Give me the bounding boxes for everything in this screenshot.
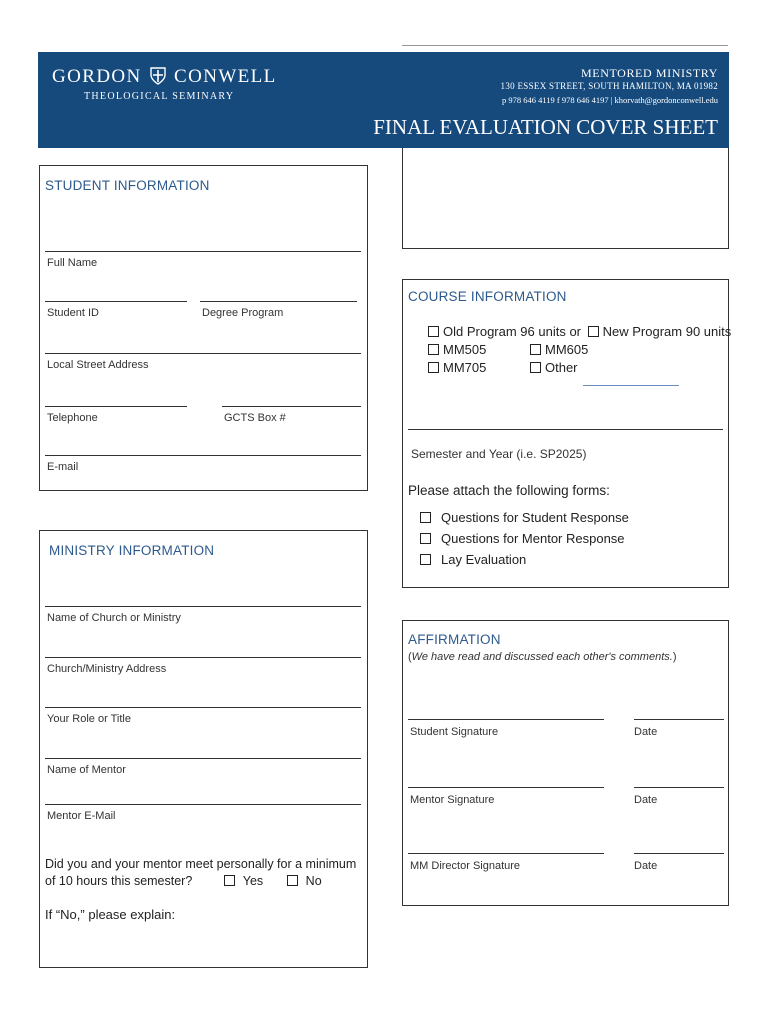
email-line[interactable] (45, 455, 361, 456)
form-item (420, 531, 625, 546)
street-address-label: Local Street Address (47, 359, 149, 371)
student-id-label: Student ID (47, 307, 99, 319)
church-address-line[interactable] (45, 657, 361, 658)
mentor-date-line[interactable] (634, 787, 724, 788)
old-program-label: Old Program 96 units or (443, 324, 582, 339)
student-id-line[interactable] (45, 301, 187, 302)
other-label: Other (545, 360, 578, 375)
other-input-line[interactable] (583, 385, 679, 386)
form-item-label: Lay Evaluation (441, 552, 527, 567)
full-name-line[interactable] (45, 251, 361, 252)
street-address-line[interactable] (45, 353, 361, 354)
full-name-label: Full Name (47, 257, 98, 269)
degree-program-line[interactable] (200, 301, 357, 302)
role-line[interactable] (45, 707, 361, 708)
logo-text-left: GORDON (52, 66, 142, 87)
director-signature-label: MM Director Signature (410, 860, 521, 872)
church-name-label: Name of Church or Ministry (47, 612, 181, 624)
mentor-email-line[interactable] (45, 804, 361, 805)
mm705-checkbox[interactable] (428, 362, 439, 373)
affirmation-title: AFFIRMATION (408, 632, 501, 647)
course-mm505 (428, 342, 486, 357)
semester-label: Semester and Year (i.e. SP2025) (411, 447, 587, 461)
new-program-label: New Program 90 units (602, 324, 732, 339)
mentor-signature-line[interactable] (408, 787, 604, 788)
no-label: No (305, 874, 322, 888)
mm505-checkbox[interactable] (428, 344, 439, 355)
director-date-line[interactable] (634, 853, 724, 854)
ministry-info-title: MINISTRY INFORMATION (49, 543, 215, 558)
mentor-date-label: Date (634, 794, 658, 806)
explain-label: If “No,” please explain: (45, 907, 176, 922)
mentor-email-label: Mentor E-Mail (47, 810, 116, 822)
other-checkbox[interactable] (530, 362, 541, 373)
student-info-title: STUDENT INFORMATION (45, 178, 210, 193)
meeting-question-line2: of 10 hours this semester? (45, 874, 193, 888)
form-item (420, 510, 629, 525)
department-name: MENTORED MINISTRY (581, 66, 718, 80)
notes-box (402, 148, 729, 249)
semester-line[interactable] (408, 429, 723, 430)
top-rule (402, 45, 728, 46)
meeting-question-cont (45, 874, 322, 888)
gcts-box-label: GCTS Box # (224, 412, 286, 424)
director-signature-line[interactable] (408, 853, 604, 854)
mm705-label: MM705 (443, 360, 487, 375)
degree-program-label: Degree Program (202, 307, 284, 319)
mentor-name-label: Name of Mentor (47, 764, 126, 776)
church-address-label: Church/Ministry Address (47, 663, 167, 675)
new-program-checkbox[interactable] (588, 326, 599, 337)
lay-evaluation-checkbox[interactable] (420, 554, 431, 565)
mentor-response-checkbox[interactable] (420, 533, 431, 544)
form-item-label: Questions for Mentor Response (441, 531, 625, 546)
mm605-label: MM605 (545, 342, 589, 357)
director-date-label: Date (634, 860, 658, 872)
program-options (428, 324, 731, 339)
yes-checkbox[interactable] (224, 875, 235, 886)
shield-icon (150, 67, 166, 85)
student-response-checkbox[interactable] (420, 512, 431, 523)
department-address: 130 ESSEX STREET, SOUTH HAMILTON, MA 01982 (500, 81, 718, 91)
affirmation-subtitle: (We have read and discussed each other's comments.) (408, 651, 677, 663)
no-checkbox[interactable] (287, 875, 298, 886)
form-item-label: Questions for Student Response (441, 510, 629, 525)
course-info-title: COURSE INFORMATION (408, 289, 567, 304)
mm605-checkbox[interactable] (530, 344, 541, 355)
telephone-line[interactable] (45, 406, 187, 407)
logo-subtitle: THEOLOGICAL SEMINARY (84, 91, 235, 102)
department-contact: p 978 646 4119 f 978 646 4197 | khorvath@gordonconwell.edu (501, 95, 718, 105)
telephone-label: Telephone (47, 412, 98, 424)
course-other (530, 360, 578, 375)
logo-text-right: CONWELL (174, 66, 277, 87)
course-mm705 (428, 360, 486, 375)
attach-prompt: Please attach the following forms: (408, 483, 610, 498)
form-title: FINAL EVALUATION COVER SHEET (373, 115, 718, 139)
student-date-label: Date (634, 726, 658, 738)
church-name-line[interactable] (45, 606, 361, 607)
mm505-label: MM505 (443, 342, 487, 357)
logo (52, 66, 277, 88)
mentor-name-line[interactable] (45, 758, 361, 759)
student-date-line[interactable] (634, 719, 724, 720)
student-signature-label: Student Signature (410, 726, 499, 738)
old-program-checkbox[interactable] (428, 326, 439, 337)
ministry-info-section (39, 530, 368, 968)
role-label: Your Role or Title (47, 713, 131, 725)
email-label: E-mail (47, 461, 79, 473)
student-info-section (39, 165, 368, 491)
gcts-box-line[interactable] (222, 406, 361, 407)
form-item (420, 552, 526, 567)
meeting-question: Did you and your mentor meet personally for a minimum (45, 857, 357, 871)
course-mm605 (530, 342, 588, 357)
student-signature-line[interactable] (408, 719, 604, 720)
yes-label: Yes (242, 874, 264, 888)
mentor-signature-label: Mentor Signature (410, 794, 495, 806)
